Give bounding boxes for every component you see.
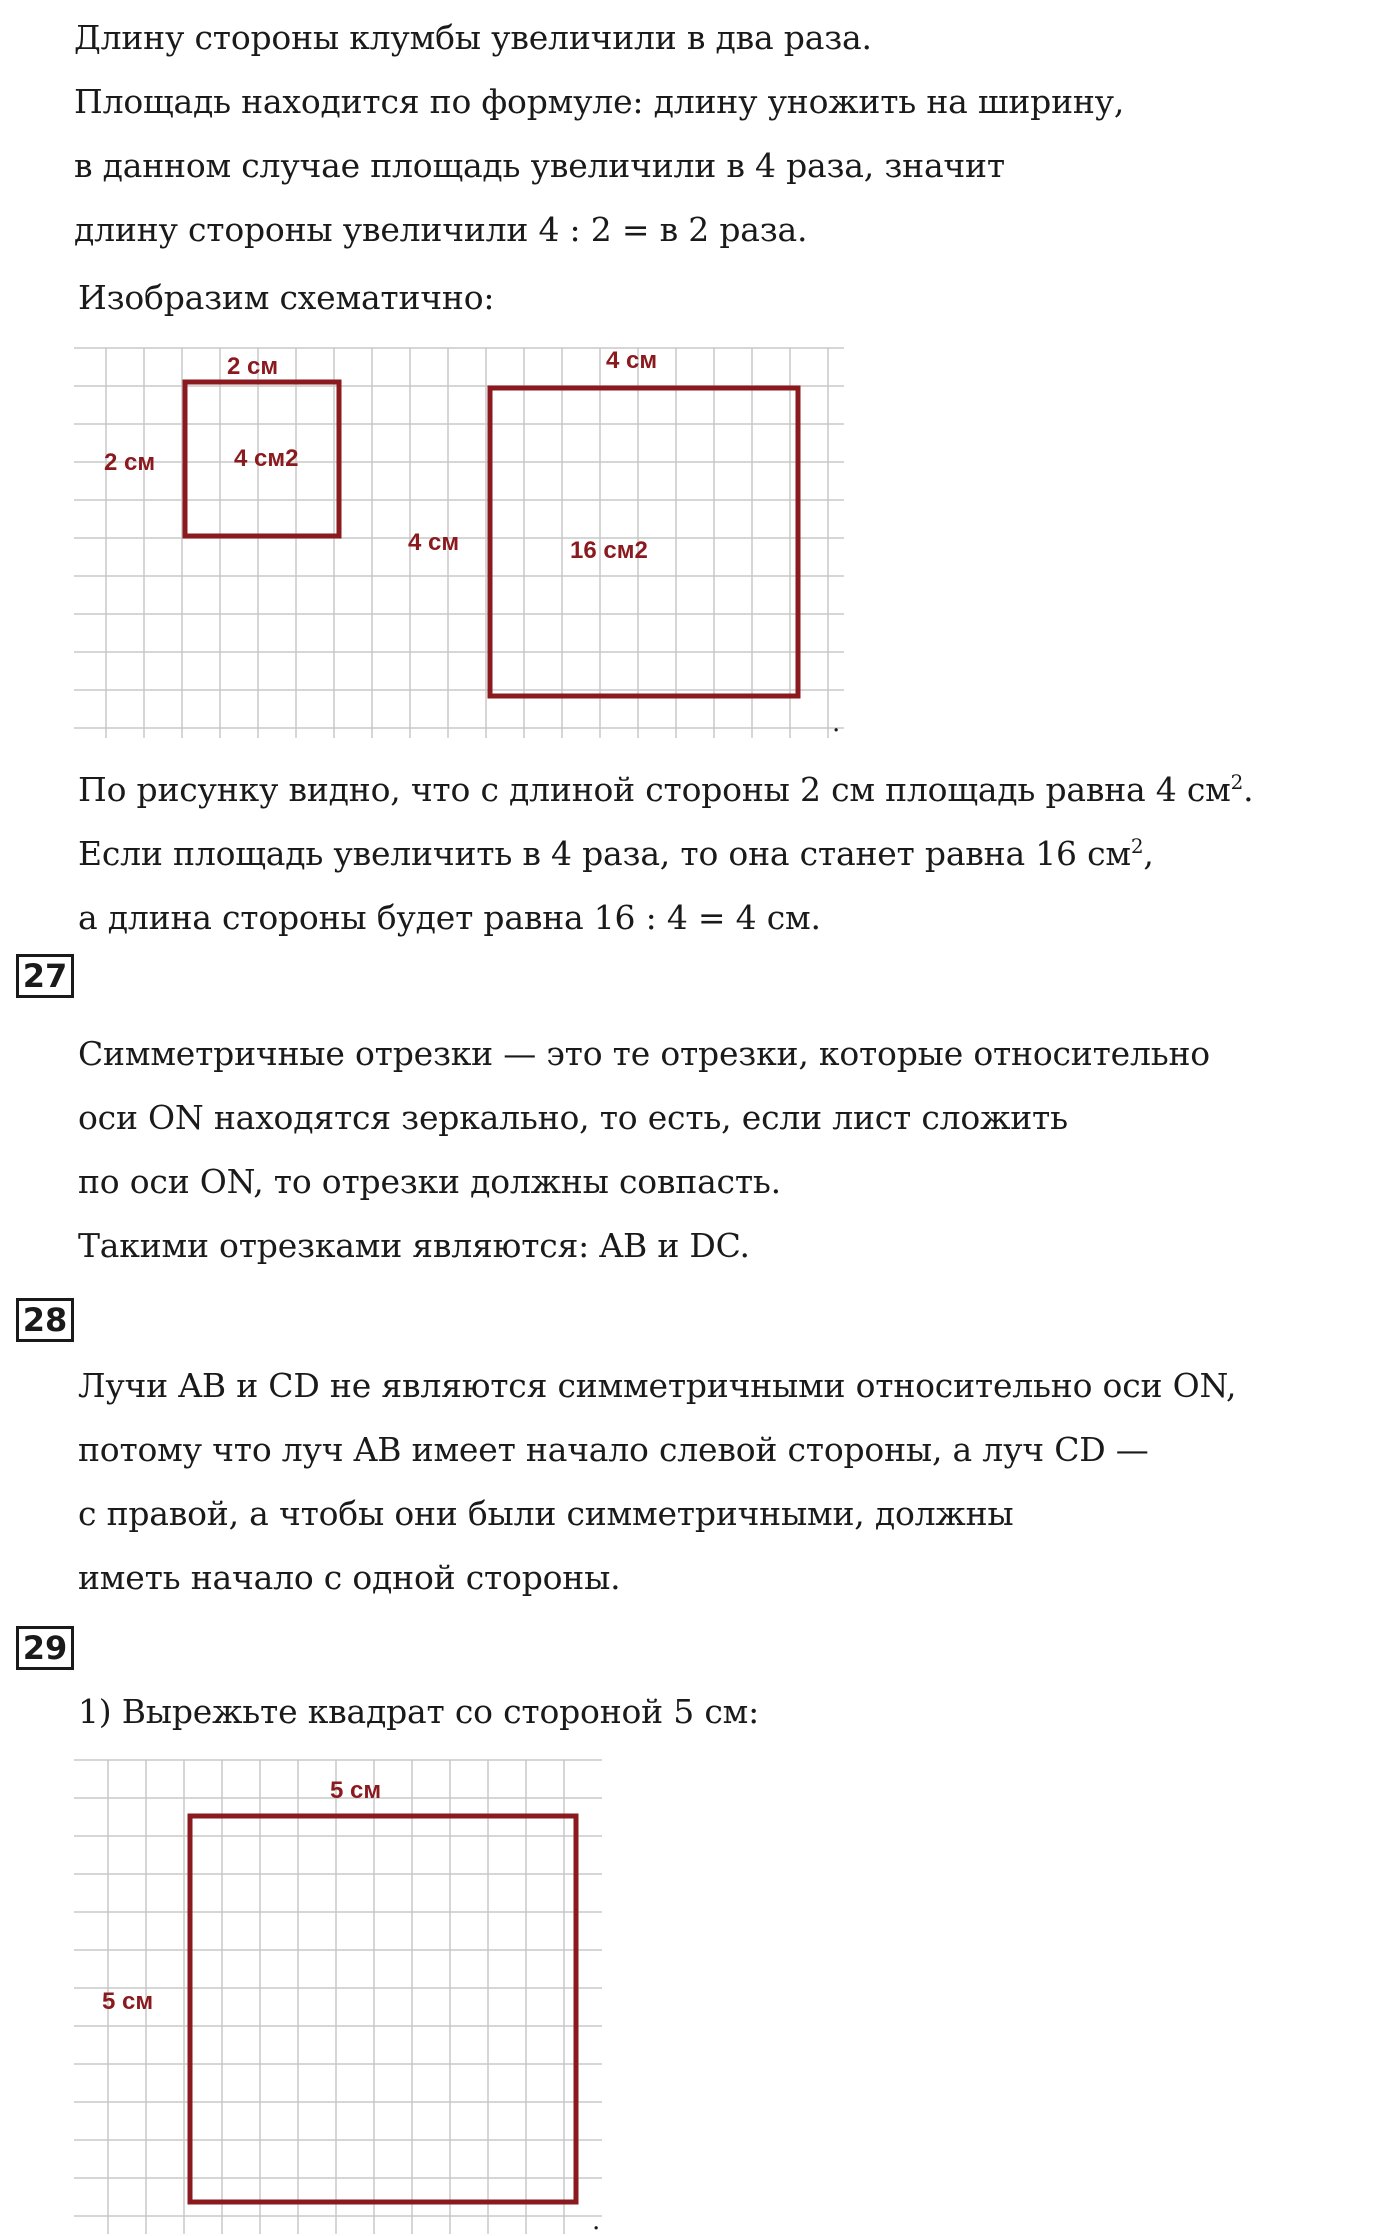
p27-line-3: по оси ON, то отрезки должны совпасть. <box>78 1162 781 1201</box>
problem-29-number: 29 <box>16 1626 74 1670</box>
small-square-left-label: 2 см <box>104 449 156 476</box>
p29-line-1: 1) Вырежьте квадрат со стороной 5 см: <box>78 1692 760 1731</box>
p27-line-4: Такими отрезками являются: AB и DC. <box>78 1226 750 1265</box>
square-5cm-figure <box>74 1752 614 2234</box>
figure-1-end-dot: . <box>832 708 841 738</box>
p28-line-2: потому что луч AB имеет начало слевой стороны, а луч CD — <box>78 1430 1149 1469</box>
grid-lines-2 <box>74 1760 602 2234</box>
p26-line-6-end: . <box>1243 770 1254 809</box>
p28-line-3: с правой, а чтобы они были симметричными, должны <box>78 1494 1014 1533</box>
square-5cm-left-label: 5 см <box>102 1988 154 2015</box>
p26-line-8: а длина стороны будет равна 16 : 4 = 4 см. <box>78 898 821 937</box>
p27-line-1: Симметричные отрезки — это те отрезки, которые относительно <box>78 1034 1210 1073</box>
p26-line-6-text: По рисунку видно, что с длиной стороны 2 см площадь равна 4 см <box>78 770 1231 809</box>
p26-line-2: Площадь находится по формуле: длину уножить на ширину, <box>74 82 1125 121</box>
p26-line-7-text: Если площадь увеличить в 4 раза, то она станет равна 16 см <box>78 834 1131 873</box>
p26-line-4: длину стороны увеличили 4 : 2 = в 2 раза. <box>74 210 808 249</box>
square-5cm-grid-svg <box>74 1752 614 2234</box>
big-square-left-label: 4 см <box>408 529 460 556</box>
p26-line-5: Изобразим схематично: <box>78 278 495 317</box>
big-square-top-label: 4 см <box>606 347 658 374</box>
p26-line-6-sup: 2 <box>1230 770 1244 794</box>
p26-line-7-end: , <box>1143 834 1154 873</box>
p26-line-7 <box>78 834 1154 874</box>
squares-figure <box>74 338 854 748</box>
p26-line-3: в данном случае площадь увеличили в 4 раза, значит <box>74 146 1005 185</box>
p26-line-7-sup: 2 <box>1130 834 1144 858</box>
small-square-area-label: 4 см2 <box>234 445 299 472</box>
big-square-area-label: 16 см2 <box>570 537 648 564</box>
p28-line-1: Лучи AB и CD не являются симметричными относительно оси ON, <box>78 1366 1237 1405</box>
squares-grid-svg <box>74 338 854 748</box>
small-square-top-label: 2 см <box>227 353 279 380</box>
p27-line-2: оси ON находятся зеркально, то есть, если лист сложить <box>78 1098 1068 1137</box>
problem-28-number: 28 <box>16 1298 74 1342</box>
problem-27-number: 27 <box>16 954 74 998</box>
p26-line-1: Длину стороны клумбы увеличили в два раза. <box>74 18 872 57</box>
square-5cm-top-label: 5 см <box>330 1777 382 1804</box>
figure-2-end-dot: . <box>592 2206 601 2236</box>
p28-line-4: иметь начало с одной стороны. <box>78 1558 621 1597</box>
p26-line-6 <box>78 770 1253 810</box>
